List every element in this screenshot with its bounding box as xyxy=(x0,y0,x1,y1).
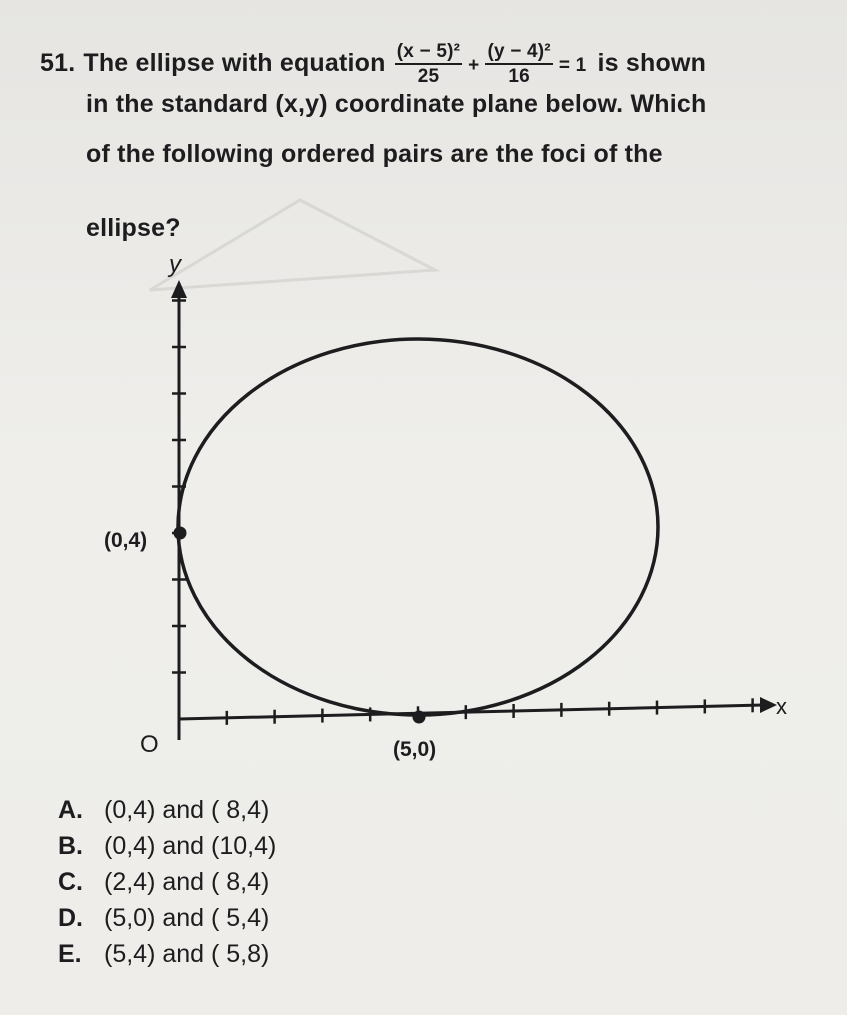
term-y-denominator: 16 xyxy=(508,65,530,87)
point-left-vertex xyxy=(174,527,187,540)
equation-plus: + xyxy=(468,55,480,77)
term-x-numerator: (x − 5)² xyxy=(395,42,462,65)
choice-a[interactable] xyxy=(58,796,276,832)
question-number: 51. xyxy=(40,49,76,78)
point-bottom-vertex xyxy=(413,711,426,724)
question-line-2: in the standard (x,y) coordinate plane below. Which xyxy=(86,90,707,118)
choice-letter: A. xyxy=(58,796,83,824)
choice-letter: C. xyxy=(58,868,83,896)
answer-choices xyxy=(58,796,276,976)
choice-text: (5,0) and ( 5,4) xyxy=(104,904,270,932)
point-left-label: (0,4) xyxy=(104,529,148,552)
ellipse-curve xyxy=(178,339,658,715)
choice-text: (0,4) and ( 8,4) xyxy=(104,796,270,824)
choice-text: (0,4) and (10,4) xyxy=(104,832,277,860)
choice-text: (2,4) and ( 8,4) xyxy=(104,868,270,896)
equation-rhs: = 1 xyxy=(558,55,587,77)
question-prefix: The ellipse with equation xyxy=(83,49,386,78)
term-x-denominator: 25 xyxy=(417,65,440,87)
point-bottom-label: (5,0) xyxy=(393,738,437,761)
question-line-4: ellipse? xyxy=(86,214,181,242)
question-line-3: of the following ordered pairs are the foci of the xyxy=(86,140,663,168)
choice-b[interactable] xyxy=(58,832,276,868)
x-axis xyxy=(179,705,765,719)
question-suffix: is shown xyxy=(597,49,707,78)
x-axis-arrow-icon xyxy=(760,697,777,713)
term-y-numerator: (y − 4)² xyxy=(485,42,552,65)
choice-e[interactable] xyxy=(58,940,276,976)
choice-d[interactable] xyxy=(58,904,276,940)
choice-text: (5,4) and ( 5,8) xyxy=(104,940,270,968)
choice-letter: D. xyxy=(58,904,83,932)
x-axis-label: x xyxy=(776,694,787,719)
origin-label: O xyxy=(140,731,159,758)
choice-c[interactable] xyxy=(58,868,276,904)
choice-letter: B. xyxy=(58,832,83,860)
choice-letter: E. xyxy=(58,940,82,968)
y-axis-label: y xyxy=(169,251,181,278)
